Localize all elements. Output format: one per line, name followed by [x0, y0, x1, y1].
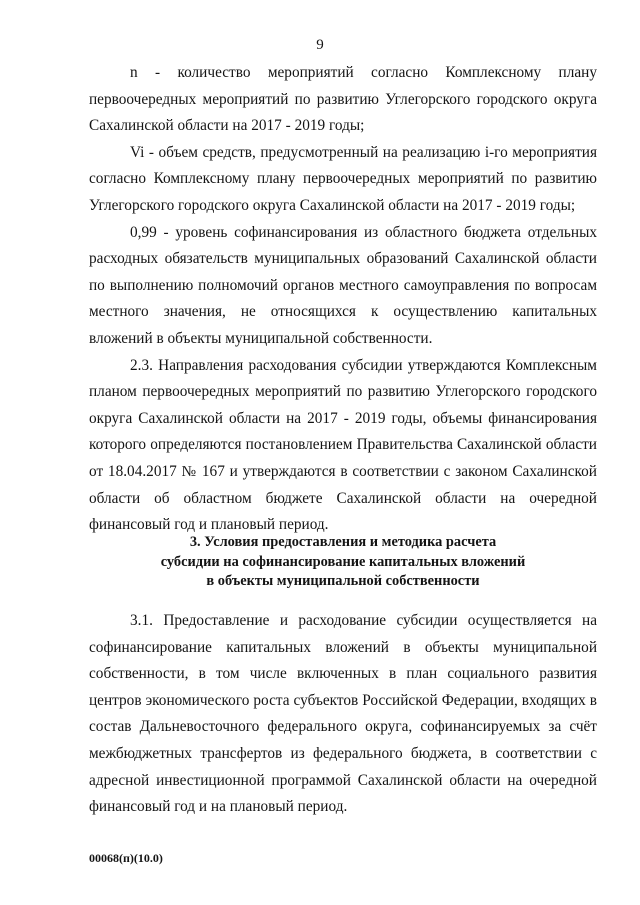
paragraph-vi-definition: Vi - объем средств, предусмотренный на реализацию i-го мероприятия согласно Комплексному плану первоочередных мероприятий по развитию Углегорского городского округа Сахалинской области на 2017 - 2019 годы; — [89, 143, 597, 214]
paragraph-cofinancing-level: 0,99 - уровень софинансирования из областного бюджета отдельных расходных обязательств муниципальных образований Сахалинской области по выполнению полномочий органов местного самоуправления по вопросам местного значения, не относящихся к осуществлению капитальных вложений в объекты муниципальной собственности. — [89, 223, 597, 347]
body-text-bottom — [89, 608, 597, 821]
paragraph-3-1: 3.1. Предоставление и расходование субсидии осуществляется на софинансирование капитальных вложений в объекты муниципальной собственности, в том числе включенных в план социального развития центров экономического роста субъектов Российской Федерации, входящих в состав Дальневосточного федерального округа, софинансируемых за счёт межбюджетных трансфертов из федерального бюджета, в соответствии с адресной инвестиционной программой Сахалинской области на очередной финансовый год и на плановый период. — [89, 612, 597, 816]
section-heading-line-1: 3. Условия предоставления и методика расчета — [189, 534, 497, 550]
document-code: 00068(п)(10.0) — [89, 851, 163, 865]
section-heading — [89, 533, 597, 592]
section-heading-line-3: в объекты муниципальной собственности — [206, 573, 480, 589]
body-text-top — [89, 60, 597, 539]
paragraph-2-3: 2.3. Направления расходования субсидии утверждаются Комплексным планом первоочередных мероприятий по развитию Углегорского городского округа Сахалинской области на 2017 - 2019 годы, объемы финансирования которого определяются постановлением Правительства Сахалинской области от 18.04.2017 № 167 и утверждаются в соответствии с законом Сахалинской области об областном бюджете Сахалинской области на очередной финансовый год и плановый период. — [89, 356, 597, 534]
paragraph-n-definition: n - количество мероприятий согласно Комплексному плану первоочередных мероприятий по развитию Углегорского городского округа Сахалинской области на 2017 - 2019 годы; — [89, 64, 597, 135]
section-heading-line-2: субсидии на софинансирование капитальных вложений — [160, 553, 526, 570]
page-number: 9 — [316, 37, 324, 53]
